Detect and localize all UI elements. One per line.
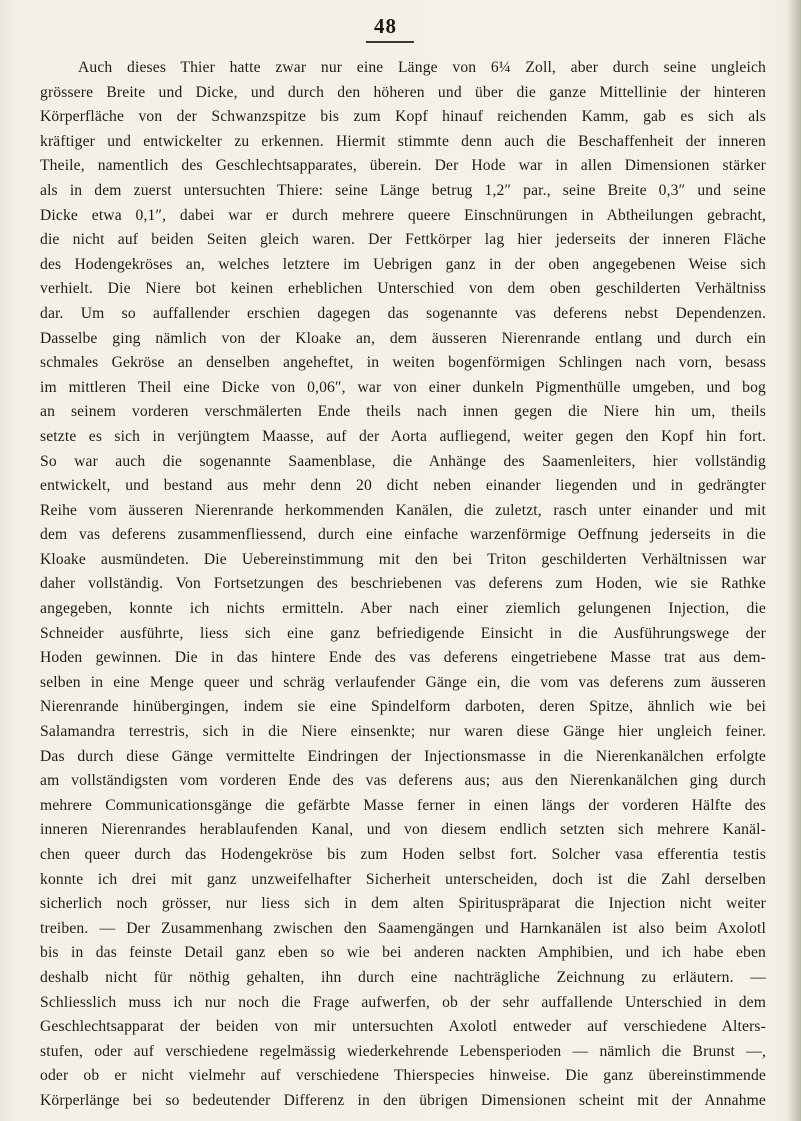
text-line: grössere Breite und Dicke, und durch den höheren und über die ganze Mittellinie der hinteren [40,83,766,101]
text-line: kräftiger und entwickelter zu erkennen. Hiermit stimmte denn auch die Beschaffenheit der inneren [40,132,766,150]
text-line: Reihe vom äusseren Nierenrande herkommenden Kanälen, die zuletzt, rasch unter einander und mit [40,501,766,519]
text-line: Dasselbe ging nämlich von der Kloake an, dem äusseren Nierenrande entlang und durch ein [40,329,766,347]
text-line: angegeben, konnte ich nichts ermitteln. Aber nach einer ziemlich gelungenen Injection, die [40,600,766,618]
text-line: verhielt. Die Niere bot keinen erheblichen Unterschied von dem oben geschilderten Verhältniss [40,280,766,298]
text-line: dem vas deferens zusammenfliessend, durch eine einfache warzenförmige Oeffnung jederseits in die [40,526,766,544]
text-line: Körperfläche von der Schwanzspitze bis zum Kopf hinauf reichenden Kamm, gab es sich als [40,108,766,126]
text-line: Dicke etwa 0,1″, dabei war er durch mehrere queere Einschnürungen in Abtheilungen gebracht, [40,206,766,224]
text-line: Hoden gewinnen. Die in das hintere Ende des vas deferens eingetriebene Masse trat aus dem- [40,649,766,667]
text-line: dar. Um so auffallender erschien dagegen das sogenannte vas deferens nebst Dependenzen. [40,304,766,322]
text-line: Salamandra terrestris, sich in die Niere einsenkte; nur waren diese Gänge hier ungleich feiner. [40,723,766,741]
text-line: deshalb nicht für nöthig gehalten, ihn durch eine nachträgliche Zeichnung zu erläutern. — [40,968,766,986]
body-text [40,56,766,1114]
text-line: selben in eine Menge queer und schräg verlaufender Gänge ein, die vom vas deferens zum äusseren [40,673,766,691]
text-line: schmales Gekröse an denselben angeheftet, in weiten bogenförmigen Schlingen nach vorn, besass [40,354,766,372]
text-line: stufen, oder auf verschiedene regelmässig wiederkehrende Lebensperioden — nämlich die Brunst —, [40,1042,766,1060]
text-line: Theile, namentlich des Geschlechtsapparates, überein. Der Hode war in allen Dimensionen stärker [40,157,766,175]
text-line: konnte ich drei mit ganz unzweifelhafter Sicherheit unterscheiden, doch ist die Zahl derselben [40,870,766,888]
text-line: an seinem vorderen verschmälerten Ende theils nach innen gegen die Niere hin um, theils [40,403,766,421]
text-line: als in dem zuerst untersuchten Thiere: seine Länge betrug 1,2″ par., seine Breite 0,3″ und seine [40,181,766,199]
text-line: inneren Nierenrandes herablaufenden Kanal, und von diesem endlich setzten sich mehrere Kanäl- [40,821,766,839]
text-line: Auch dieses Thier hatte zwar nur eine Länge von 6¼ Zoll, aber durch seine ungleich [78,59,766,76]
text-line: oder ob er nicht vielmehr auf verschiedene Thierspecies hinweise. Die ganz übereinstimmende [40,1067,766,1085]
text-line: im mittleren Theil eine Dicke von 0,06″, war von einer dunkeln Pigmenthülle umgeben, und bog [40,378,766,396]
text-line: die nicht auf beiden Seiten gleich waren. Der Fettkörper lag hier jederseits der inneren Fläche [40,231,766,249]
text-line: sicherlich noch grösser, nur liess sich in dem alten Spirituspräparat die Injection nicht weiter [40,895,766,913]
text-line: Nierenrande hinübergingen, indem sie eine Spindelform darboten, deren Spitze, ähnlich wie bei [40,698,766,716]
text-line: daher vollständig. Von Fortsetzungen des beschriebenen vas deferens zum Hoden, wie sie Rathke [40,575,766,593]
page-edge-shadow [787,0,801,1121]
text-line: Geschlechtsapparat der beiden von mir untersuchten Axolotl entweder auf verschiedene Alters- [40,1018,766,1036]
text-line: Kloake ausmündeten. Die Uebereinstimmung mit den bei Triton geschilderten Verhältnissen war [40,550,766,568]
text-line: entwickelt, und bestand aus mehr denn 20 dicht neben einander liegenden und in gedrängter [40,477,766,495]
page-number-underline [366,41,414,43]
text-line: Schliesslich muss ich nur noch die Frage aufwerfen, ob der sehr auffallende Unterschied in dem [40,993,766,1011]
text-line: bis in das feinste Detail ganz eben so wie bei anderen nackten Amphibien, und ich habe eben [40,944,766,962]
text-line: des Hodengekröses an, welches letztere im Uebrigen ganz in der oben angegebenen Weise sich [40,255,766,273]
text-line: Das durch diese Gänge vermittelte Eindringen der Injectionsmasse in die Nierenkanälchen erfolgte [40,747,766,765]
text-line: mehrere Communicationsgänge die gefärbte Masse ferner in einen längs der vorderen Hälfte des [40,796,766,814]
text-line: chen queer durch das Hodengekröse bis zum Hoden selbst fort. Solcher vasa efferentia testis [40,846,766,863]
page-number: 48 [374,14,397,38]
text-line: Schneider ausführte, liess sich eine ganz befriedigende Einsicht in die Ausführungswege der [40,624,766,642]
text-line: treiben. — Der Zusammenhang zwischen den Saamengängen und Harnkanälen ist also beim Axolotl [40,919,766,937]
text-line: So war auch die sogenannte Saamenblase, die Anhänge des Saamenleiters, hier vollständig [40,452,766,470]
text-line: am vollständigsten vom vorderen Ende des vas deferens aus; aus den Nierenkanälchen ging durch [40,772,766,790]
text-line: Körperlänge bei so bedeutender Differenz in den übrigen Dimensionen scheint mit der Annahme [40,1091,766,1109]
text-line: setzte es sich in verjüngtem Maasse, auf der Aorta aufliegend, weiter gegen den Kopf hin fort. [40,427,766,445]
